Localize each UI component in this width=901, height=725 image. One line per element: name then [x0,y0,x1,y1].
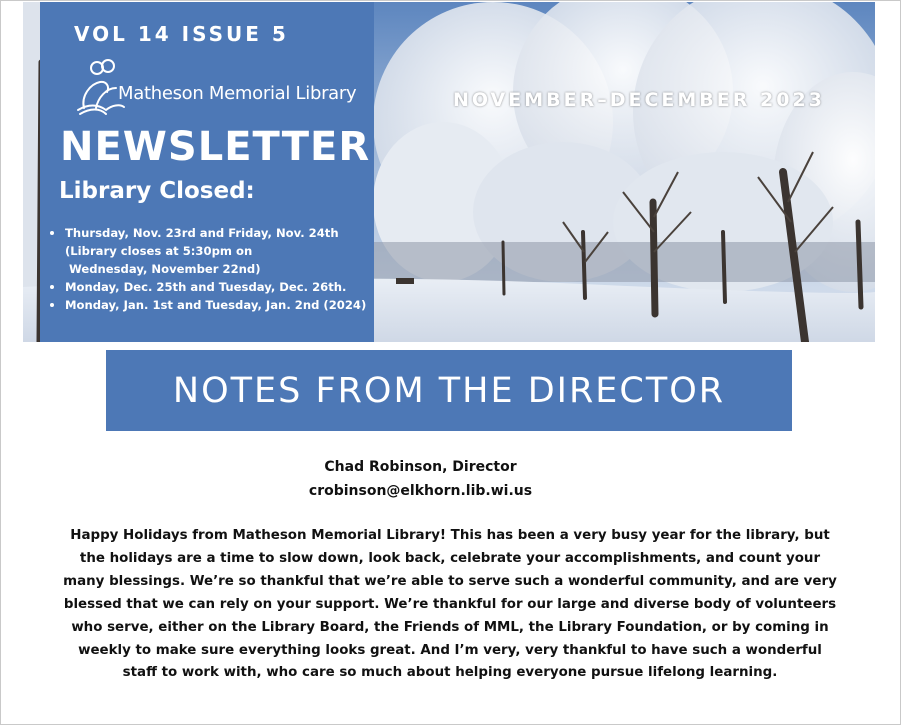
closure-date-text: Thursday, Nov. 23rd and Friday, Nov. 24th [65,226,339,240]
header-banner [23,2,875,342]
closure-date-text: Monday, Jan. 1st and Tuesday, Jan. 2nd (2024) [65,298,367,312]
issue-date-range: NOVEMBER–DECEMBER 2023 [453,89,825,111]
newsletter-title: NEWSLETTER [60,124,371,170]
list-item [48,278,378,296]
list-item [48,224,378,278]
list-item [48,296,378,314]
library-name: Matheson Memorial Library [118,83,357,104]
closure-note-text: Wednesday, November 22nd) [69,262,261,276]
closure-dates-list [48,224,378,314]
author-email-link[interactable]: crobinson@elkhorn.lib.wi.us [308,483,533,499]
closure-note-text: (Library closes at 5:30pm on [65,244,253,258]
section-heading: NOTES FROM THE DIRECTOR [106,350,792,431]
director-message: Happy Holidays from Matheson Memorial Library! This has been a very busy year for the library, but the holidays are a time to slow down, look back, celebrate your accomplishments, and count your many blessings. We’re so thankful that we’re able to serve such a wonderful community, and are very blessed that we can rely on your support. We’re thankful for our large and diverse body of volunteers who serve, either on the Library Board, the Friends of MML, the Library Foundation, or by coming in weekly to make sure everything looks great. And I’m very, very thankful to have such a wonderful staff to work with, who care so much about helping everyone pursue lifelong learning. [63,528,837,681]
closure-date-text: Monday, Dec. 25th and Tuesday, Dec. 26th. [65,280,347,294]
library-closed-title: Library Closed: [59,178,255,204]
volume-issue: VOL 14 ISSUE 5 [74,22,289,46]
library-logo [76,58,366,118]
header-info-panel [40,2,374,342]
author-name: Chad Robinson, Director [324,459,517,475]
